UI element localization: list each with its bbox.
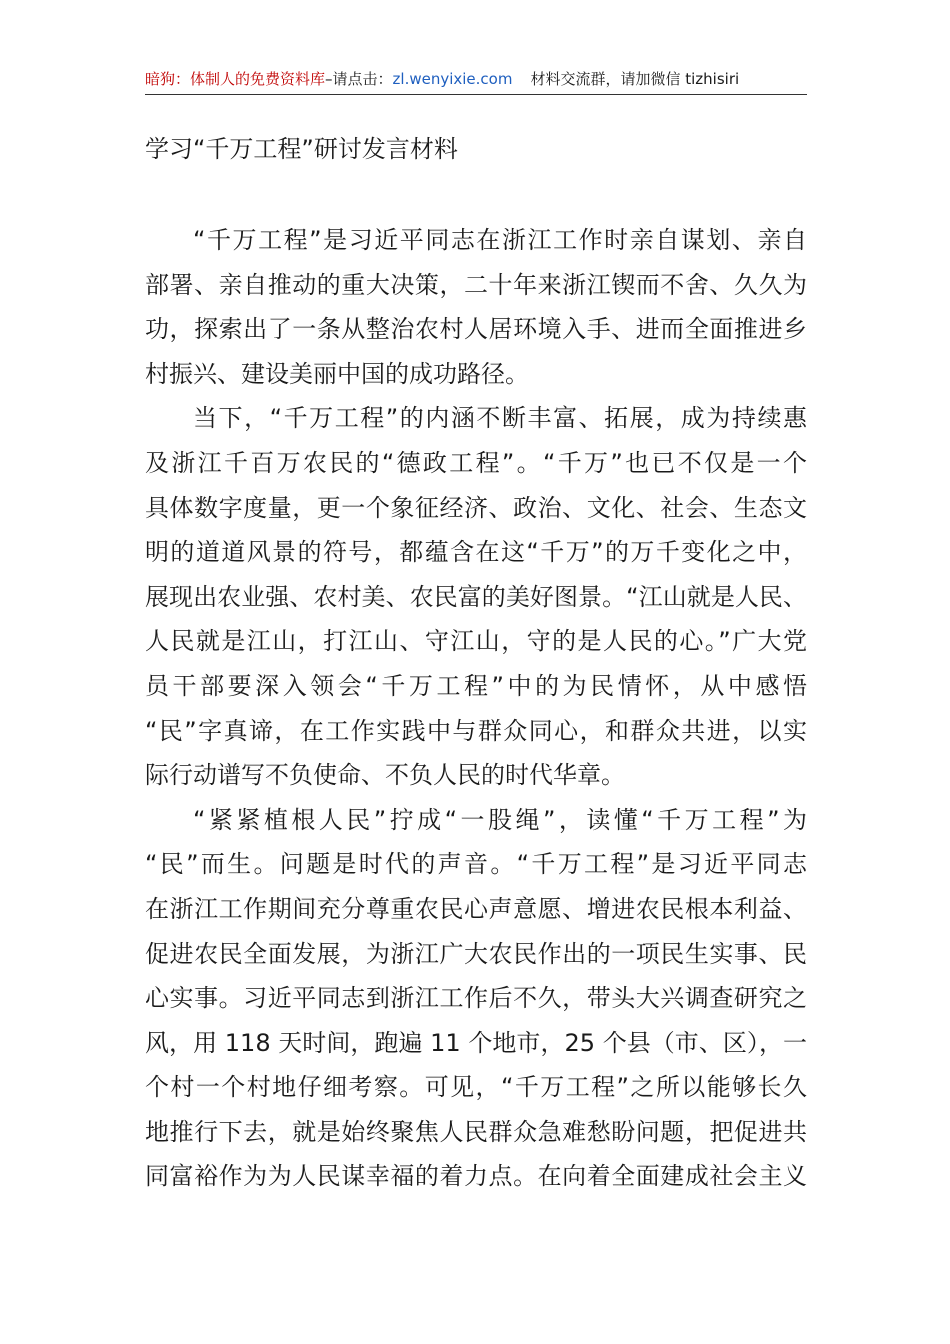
paragraph-line: 同富裕作为为人民谋幸福的着力点。在向着全面建成社会主义 [145,1162,807,1191]
paragraph-line: 在浙江工作期间充分尊重农民心声意愿、增进农民根本利益、 [145,894,807,923]
paragraph-line: 展现出农业强、农村美、农民富的美好图景。“江山就是人民、 [145,582,807,611]
paragraph-line: 明的道道风景的符号，都蕴含在这“千万”的万千变化之中， [145,538,807,567]
paragraph-line: “民”而生。问题是时代的声音。“千万工程”是习近平同志 [145,850,807,879]
paragraph-line: 具体数字度量，更一个象征经济、政治、文化、社会、生态文 [145,493,807,522]
paragraph-line: 村振兴、建设美丽中国的成功路径。 [145,359,529,388]
paragraph-line: “民”字真谛，在工作实践中与群众同心，和群众共进，以实 [145,716,807,745]
paragraph-line: 功，探索出了一条从整治农村人居环境入手、进而全面推进乡 [145,315,807,344]
paragraph-line: 际行动谱写不负使命、不负人民的时代华章。 [145,761,625,790]
paragraph-line: 地推行下去，就是始终聚焦人民群众急难愁盼问题，把促进共 [145,1117,807,1146]
header-url-link[interactable]: zl.wenyixie.com [392,70,513,88]
header-brand: 暗狗：体制人的免费资料库 [145,70,326,88]
page-header [145,68,807,95]
paragraph-line: 风，用 118 天时间，跑遍 11 个地市，25 个县（市、区），一 [145,1028,807,1057]
paragraph-3 [145,798,807,1199]
paragraph-line: “紧紧植根人民”拧成“一股绳”，读懂“千万工程”为 [193,805,807,834]
paragraph-line: 当下，“千万工程”的内涵不断丰富、拓展，成为持续惠 [193,404,807,433]
paragraph-line: 员干部要深入领会“千万工程”中的为民情怀，从中感悟 [145,671,807,700]
document-title: 学习“千万工程”研讨发言材料 [145,135,458,163]
paragraph-1 [145,218,807,396]
paragraph-2 [145,396,807,797]
header-click-label: –请点击： [325,70,393,88]
paragraph-line: 及浙江千百万农民的“德政工程”。“千万”也已不仅是一个 [145,448,807,477]
paragraph-line: 心实事。习近平同志到浙江工作后不久，带头大兴调查研究之 [145,984,807,1013]
paragraph-line: 促进农民全面发展，为浙江广大农民作出的一项民生实事、民 [145,939,807,968]
paragraph-line: 人民就是江山，打江山、守江山，守的是人民的心。”广大党 [145,627,807,656]
paragraph-line: 部署、亲自推动的重大决策，二十年来浙江锲而不舍、久久为 [145,270,807,299]
paragraph-line: “千万工程”是习近平同志在浙江工作时亲自谋划、亲自 [193,226,807,254]
document-body [145,218,807,1199]
header-contact: 材料交流群，请加微信 tizhisiri [530,70,740,88]
paragraph-line: 个村一个村地仔细考察。可见，“千万工程”之所以能够长久 [145,1073,807,1102]
